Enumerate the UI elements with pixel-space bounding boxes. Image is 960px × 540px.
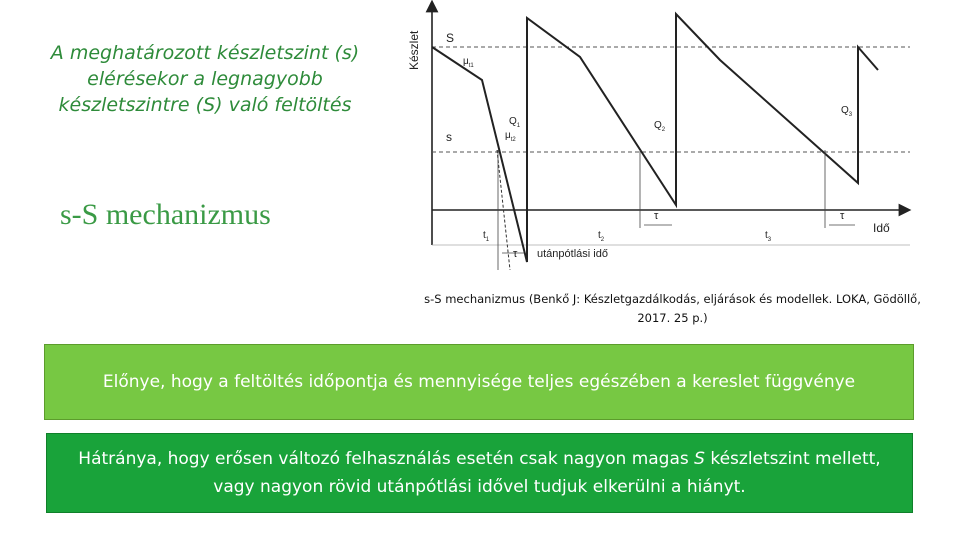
advantage-text: Előnye, hogy a feltöltés időpontja és mennyisége teljes egészében a kereslet függvénye [102,372,856,392]
q1-label: $Q_1$ [509,116,521,129]
slide-heading: s-S mechanizmus [60,198,271,231]
q3-label: $Q_3$ [841,105,853,118]
disadvantage-text: Hátránya, hogy erősen változó felhasználás esetén csak nagyon magas S készletszint mellett, vagy nagyon rövid utánpótlási idővel tudjuk elkerülni a hiányt. [78,449,881,497]
mu2-label: $\mu_{t2}$ [505,130,516,143]
t2-label: $t_2$ [598,230,605,243]
intro-text: A meghatározott készletszint (s) elérésekor a legnagyobb készletszintre (S) való feltöltés [50,42,360,116]
y-axis-label: Készlet [407,30,421,70]
tau-label-2: τ [654,210,659,222]
t1-label: $t_1$ [483,230,490,243]
tau-label-1: τ [513,248,518,260]
tau-label-3: τ [840,210,845,222]
lead-time-label: utánpótlási idő [537,248,608,260]
s-S-diagram [400,0,920,275]
t3-label: $t_3$ [765,230,772,243]
disadvantage-box [46,433,913,513]
mu1-label: $\mu_{t1}$ [463,56,474,69]
level-S-label: S [446,31,455,45]
level-s-label: s [446,130,452,144]
advantage-box [44,344,914,420]
figure-caption: s-S mechanizmus (Benkő J: Készletgazdálkodás, eljárások és modellek. LOKA, Gödöllő, 2017. 25 p.) [424,292,921,325]
q2-label: $Q_2$ [654,120,666,133]
x-axis-label: Idő [873,221,890,235]
